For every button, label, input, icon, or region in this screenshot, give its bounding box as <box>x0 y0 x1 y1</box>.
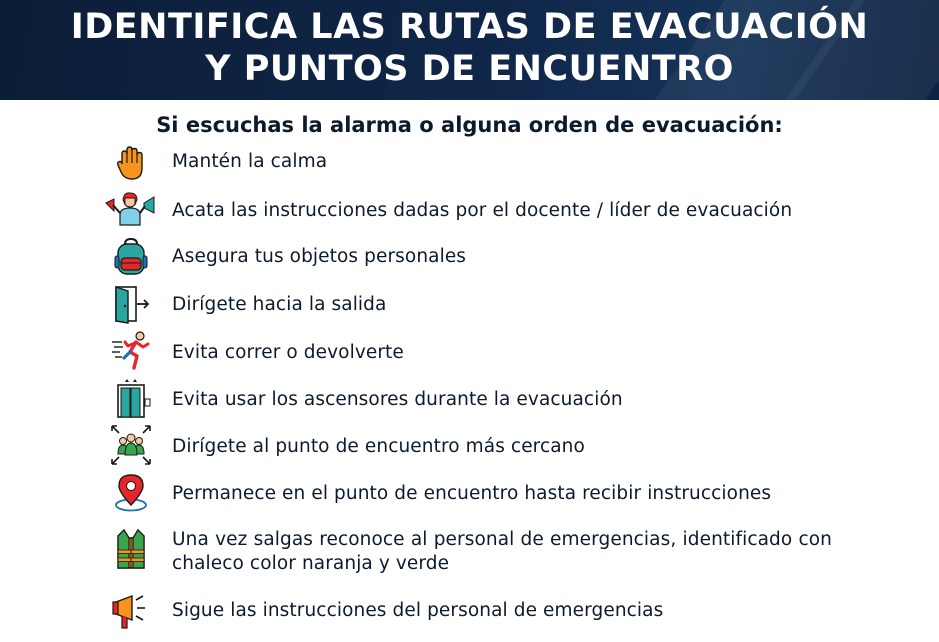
list-item-label: Dirígete al punto de encuentro más cercano <box>172 436 585 457</box>
leader-megaphone-icon <box>104 189 156 231</box>
list-item-label: Una vez salgas reconoce al personal de emergencias, identificado con chaleco color naranja y verde <box>172 529 832 574</box>
safety-vest-icon <box>110 526 152 572</box>
page-title <box>0 6 939 90</box>
list-item-label: Acata las instrucciones dadas por el docente / líder de evacuación <box>172 200 793 221</box>
running-person-icon <box>110 330 152 372</box>
location-pin-icon <box>110 471 152 513</box>
elevator-icon <box>110 377 152 419</box>
meeting-group-icon <box>110 424 152 466</box>
page-title-line-2: Y PUNTOS DE ENCUENTRO <box>205 49 734 89</box>
list-item-label: Mantén la calma <box>172 151 328 172</box>
list-item-label: Permanece en el punto de encuentro hasta recibir instrucciones <box>172 483 772 504</box>
list-item-label: Sigue las instrucciones del personal de emergencias <box>172 600 664 621</box>
megaphone-icon <box>110 590 152 632</box>
exit-door-icon <box>110 283 152 325</box>
page-title-line-1: IDENTIFICA LAS RUTAS DE EVACUACIÓN <box>70 7 869 47</box>
header-banner <box>0 0 939 100</box>
raised-hand-icon <box>110 142 152 184</box>
list-item-label: Evita usar los ascensores durante la evacuación <box>172 389 623 410</box>
list-item-label: Evita correr o devolverte <box>172 342 404 363</box>
list-item-label: Asegura tus objetos personales <box>172 246 467 267</box>
backpack-icon <box>110 236 152 278</box>
list-item-label: Dirígete hacia la salida <box>172 294 387 315</box>
subtitle: Si escuchas la alarma o alguna orden de evacuación: <box>156 113 783 137</box>
